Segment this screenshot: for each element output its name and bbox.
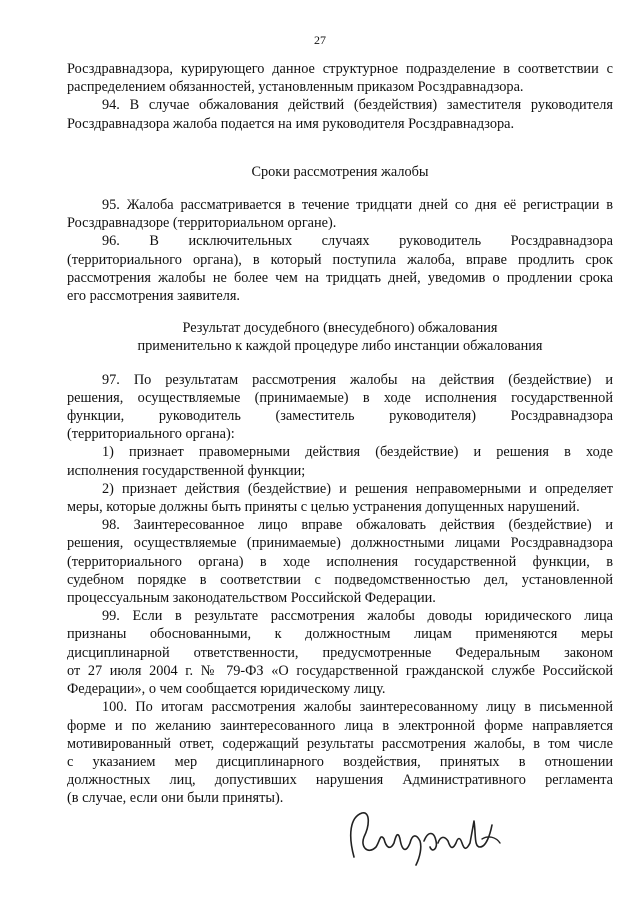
text-line: должностных лиц, допустивших нарушения Административного регламента [67,772,613,789]
text-line: 1) признает правомерными действия (бездействие) и решения в ходе [102,444,613,461]
text-line: признаны обоснованными, к должностным лицам применяются меры [67,626,613,643]
text-line: рассмотрения жалобы не более чем на тридцать дней, уведомив о продлении срока [67,269,613,286]
text-line: дисциплинарной ответственности, предусмотренные Федеральным законом [67,644,613,661]
text-line: Росздравнадзора, курирующего данное структурное подразделение в соответствии с [67,61,613,77]
text-line: от 27 июля 2004 г. № 79-ФЗ «О государственной гражданской службе Российской [67,662,613,679]
text-line: 99. Если в результате рассмотрения жалобы доводы юридического лица [102,608,613,625]
text-line: 100. По итогам рассмотрения жалобы заинтересованному лицу в письменной [102,699,613,716]
text-line: Федерации», о чем сообщается юридическому лицу. [67,681,386,698]
text-line: исполнения государственной функции; [67,462,306,479]
text-line: 97. По результатам рассмотрения жалобы на действия (бездействие) и [102,371,613,388]
text-line: 94. В случае обжалования действий (бездействия) заместителя руководителя [102,97,613,114]
text-line: (в случае, если они были приняты). [67,790,284,807]
text-line: судебном порядке в соответствии с подведомственностью дел, установленной [67,571,613,588]
text-line: с указанием мер дисциплинарного воздействия, принятых в отношении [67,753,613,770]
text-line: его рассмотрения заявителя. [67,288,240,305]
handwritten-signature [340,795,510,875]
text-line: меры, которые должны быть приняты с целью устранения допущенных нарушений. [67,499,580,516]
text-line: решения, осуществляемые (принимаемые) в ходе исполнения государственной [67,389,613,406]
section-heading: Сроки рассмотрения жалобы [251,163,429,180]
text-line: (территориального органа) в ходе исполнения государственной функции, в [67,553,613,570]
text-line: Росздравнадзоре (территориальном органе). [67,215,337,232]
section-heading: применительно к каждой процедуре либо инстанции обжалования [137,338,543,355]
text-line: (территориального органа), в который поступила жалоба, вправе продлить срок [67,251,613,268]
text-line: решения, осуществляемые (принимаемые) должностными лицами Росздравнадзора [67,535,613,552]
text-line: функции, руководитель (заместитель руководителя) Росздравнадзора [67,408,613,425]
page-number: 27 [314,33,326,47]
text-line: процессуальным законодательством Российской Федерации. [67,590,436,607]
text-line: 2) признает действия (бездействие) и решения неправомерными и определяет [102,480,613,497]
text-line: форме и по желанию заинтересованного лица в электронной форме направляется [67,717,613,734]
text-line: распределением обязанностей, установленным приказом Росздравнадзора. [67,79,524,96]
text-line: 96. В исключительных случаях руководитель Росздравнадзора [102,233,613,250]
text-line: мотивированный ответ, содержащий результаты рассмотрения жалобы, в том числе [67,735,613,752]
document-body [67,60,613,808]
text-line: 95. Жалоба рассматривается в течение тридцати дней со дня её регистрации в [102,197,613,214]
text-line: Росздравнадзора жалоба подается на имя руководителя Росздравнадзора. [67,115,515,132]
section-heading: Результат досудебного (внесудебного) обжалования [182,320,498,337]
text-line: (территориального органа): [67,426,235,443]
text-line: 98. Заинтересованное лицо вправе обжаловать действия (бездействие) и [102,517,613,534]
